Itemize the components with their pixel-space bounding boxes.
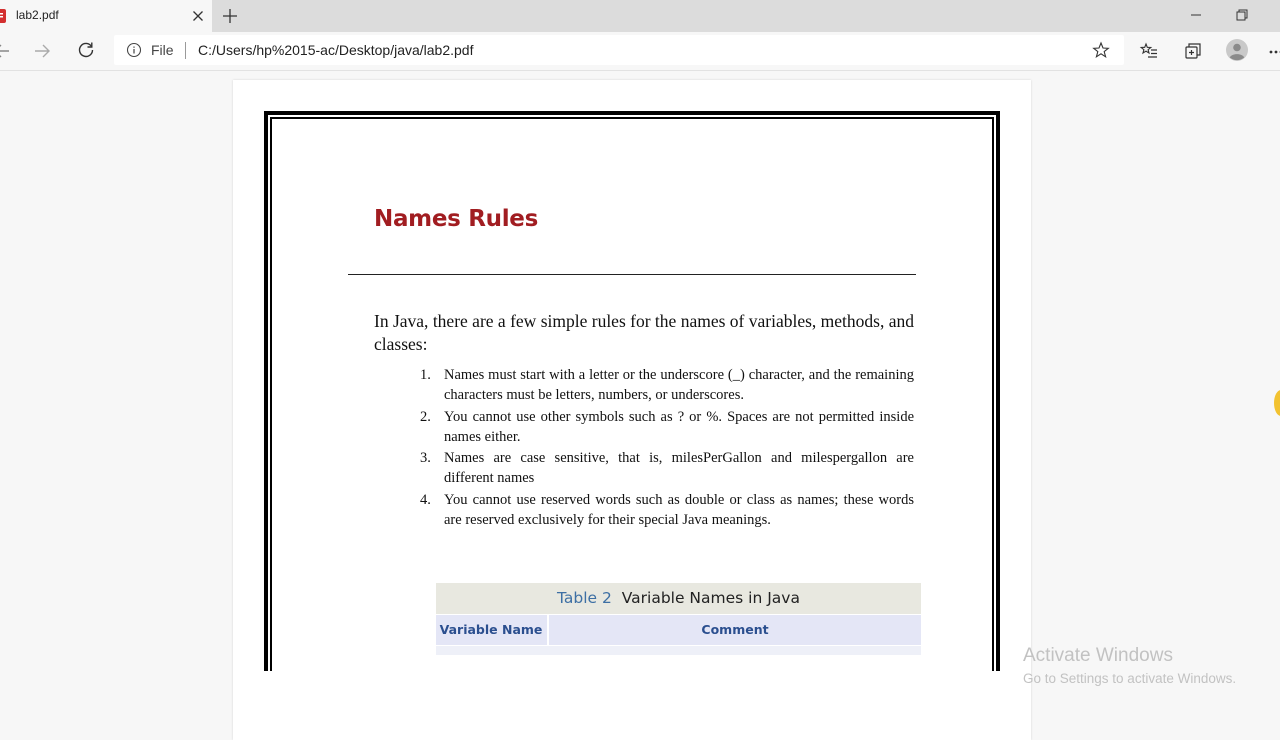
browser-toolbar [0,32,1280,71]
list-item [420,448,914,488]
pdf-page [233,80,1031,740]
variable-names-table [436,583,921,655]
list-number: 4. [420,490,431,510]
scheme-label: File [151,42,174,58]
list-text: You cannot use other symbols such as ? or %. Spaces are not permitted inside names either. [444,409,914,445]
info-icon[interactable] [126,42,142,58]
tab-strip [0,0,1280,32]
more-icon[interactable] [1268,49,1280,55]
list-text: Names must start with a letter or the underscore (_) character, and the remaining characters must be letters, numbers, or underscores. [444,367,914,403]
table-caption-title: Variable Names in Java [622,589,800,607]
pdf-icon [0,9,6,23]
restore-icon[interactable] [1232,5,1252,25]
address-divider [185,42,186,59]
star-icon[interactable] [1092,41,1110,59]
rules-list [420,365,914,531]
table-caption [436,583,921,614]
list-item [420,490,914,530]
intro-paragraph: In Java, there are a few simple rules for the names of variables, methods, and classes: [374,310,914,355]
table-header-row [436,615,921,645]
list-text: Names are case sensitive, that is, milesPerGallon and milespergallon are different names [444,450,914,486]
plus-icon[interactable] [220,6,240,26]
column-header-variable-name: Variable Name [436,615,546,645]
title-divider [348,274,916,275]
list-number: 2. [420,407,431,427]
list-text: You cannot use reserved words such as double or class as names; these words are reserved exclusively for their special Java meanings. [444,492,914,528]
favorites-list-icon[interactable] [1139,41,1159,61]
refresh-icon[interactable] [76,40,96,60]
activation-watermark-title: Activate Windows [1023,645,1173,667]
collections-icon[interactable] [1183,41,1203,61]
list-number: 3. [420,448,431,468]
url-text[interactable]: C:/Users/hp%2015-ac/Desktop/java/lab2.pdf [198,42,473,58]
list-number: 1. [420,365,431,385]
tab-title: lab2.pdf [16,8,59,22]
page-title: Names Rules [374,206,538,232]
list-item [420,407,914,447]
minimize-icon[interactable] [1186,6,1206,24]
arrow-right-icon[interactable] [32,41,52,61]
table-caption-number: Table 2 [557,589,612,607]
pdf-viewer[interactable] [0,71,1280,720]
arrow-left-icon[interactable] [0,41,12,61]
list-item [420,365,914,405]
activation-watermark-subtitle: Go to Settings to activate Windows. [1023,671,1236,686]
address-bar[interactable] [114,35,1124,65]
browser-tab[interactable] [0,0,212,32]
column-header-comment: Comment [549,615,921,645]
close-icon[interactable] [189,7,207,25]
table-row [436,646,921,655]
avatar-icon[interactable] [1226,39,1248,61]
